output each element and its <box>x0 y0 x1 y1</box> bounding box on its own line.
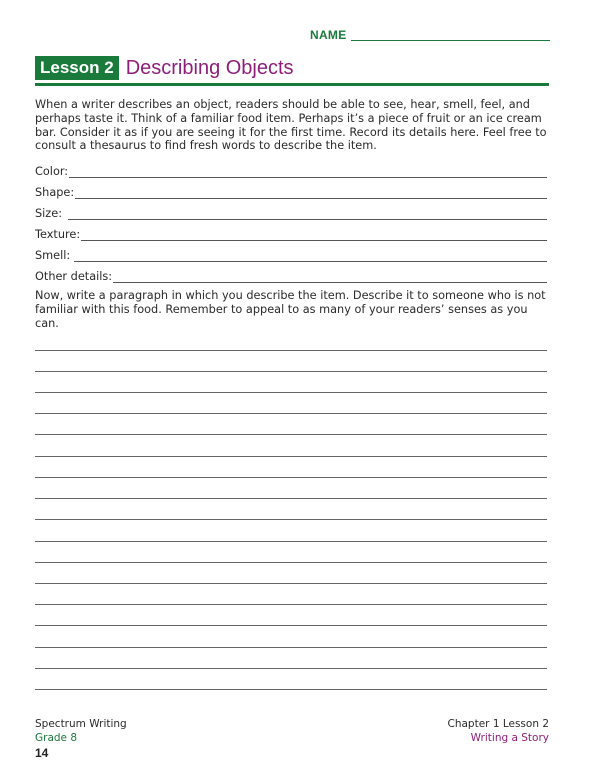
writing-line[interactable] <box>35 350 547 351</box>
footer-series: Spectrum Writing <box>35 718 127 730</box>
shape-line[interactable] <box>75 188 547 199</box>
smell-line[interactable] <box>74 251 547 262</box>
writing-line[interactable] <box>35 668 547 669</box>
texture-field[interactable] <box>35 227 547 241</box>
size-line[interactable] <box>68 209 547 220</box>
smell-label: Smell: <box>35 249 71 262</box>
writing-line[interactable] <box>35 583 547 584</box>
lesson-title: Describing Objects <box>125 57 294 79</box>
lesson-tag: Lesson 2 <box>35 56 119 80</box>
writing-line[interactable] <box>35 477 547 478</box>
texture-label: Texture: <box>35 228 81 241</box>
shape-field[interactable] <box>35 185 547 199</box>
name-label: NAME <box>310 28 347 42</box>
name-field[interactable] <box>351 30 550 41</box>
smell-field[interactable] <box>35 248 547 262</box>
other-details-label: Other details: <box>35 270 113 283</box>
writing-line[interactable] <box>35 371 547 372</box>
footer-chapter: Chapter 1 Lesson 2 <box>447 718 549 730</box>
writing-line[interactable] <box>35 625 547 626</box>
writing-line[interactable] <box>35 456 547 457</box>
texture-line[interactable] <box>81 230 547 241</box>
name-row <box>310 25 550 41</box>
shape-label: Shape: <box>35 186 75 199</box>
writing-line[interactable] <box>35 604 547 605</box>
color-field[interactable] <box>35 164 547 178</box>
writing-line[interactable] <box>35 434 547 435</box>
footer-grade: Grade 8 <box>35 732 78 744</box>
instructions-paragraph: When a writer describes an object, readers should be able to see, hear, smell, feel, and perhaps taste it. Think of a familiar food item. Perhaps it’s a piece of fruit or an ice cream bar. Consider it as if you are seeing it for the first time. Record its details here. Feel free to consult a thesaurus to find fresh words to describe the item. <box>35 98 547 153</box>
color-line[interactable] <box>69 167 547 178</box>
color-label: Color: <box>35 165 69 178</box>
writing-line[interactable] <box>35 519 547 520</box>
writing-line[interactable] <box>35 562 547 563</box>
footer-unit: Writing a Story <box>470 732 549 744</box>
writing-line[interactable] <box>35 392 547 393</box>
writing-line[interactable] <box>35 541 547 542</box>
size-label: Size: <box>35 207 62 220</box>
lesson-header <box>35 56 549 80</box>
writing-line[interactable] <box>35 647 547 648</box>
writing-line[interactable] <box>35 498 547 499</box>
writing-line[interactable] <box>35 413 547 414</box>
size-field[interactable] <box>35 206 547 220</box>
footer-left <box>35 717 127 745</box>
other-details-field[interactable] <box>35 269 547 283</box>
footer-right <box>448 717 550 745</box>
paragraph-prompt: Now, write a paragraph in which you describe the item. Describe it to someone who is not familiar with this food. Remember to appeal to as many of your readers’ senses as you can. <box>35 289 546 330</box>
writing-line[interactable] <box>35 689 547 690</box>
header-rule <box>35 83 549 86</box>
page-number: 14 <box>35 746 49 760</box>
other-details-line[interactable] <box>113 272 547 283</box>
